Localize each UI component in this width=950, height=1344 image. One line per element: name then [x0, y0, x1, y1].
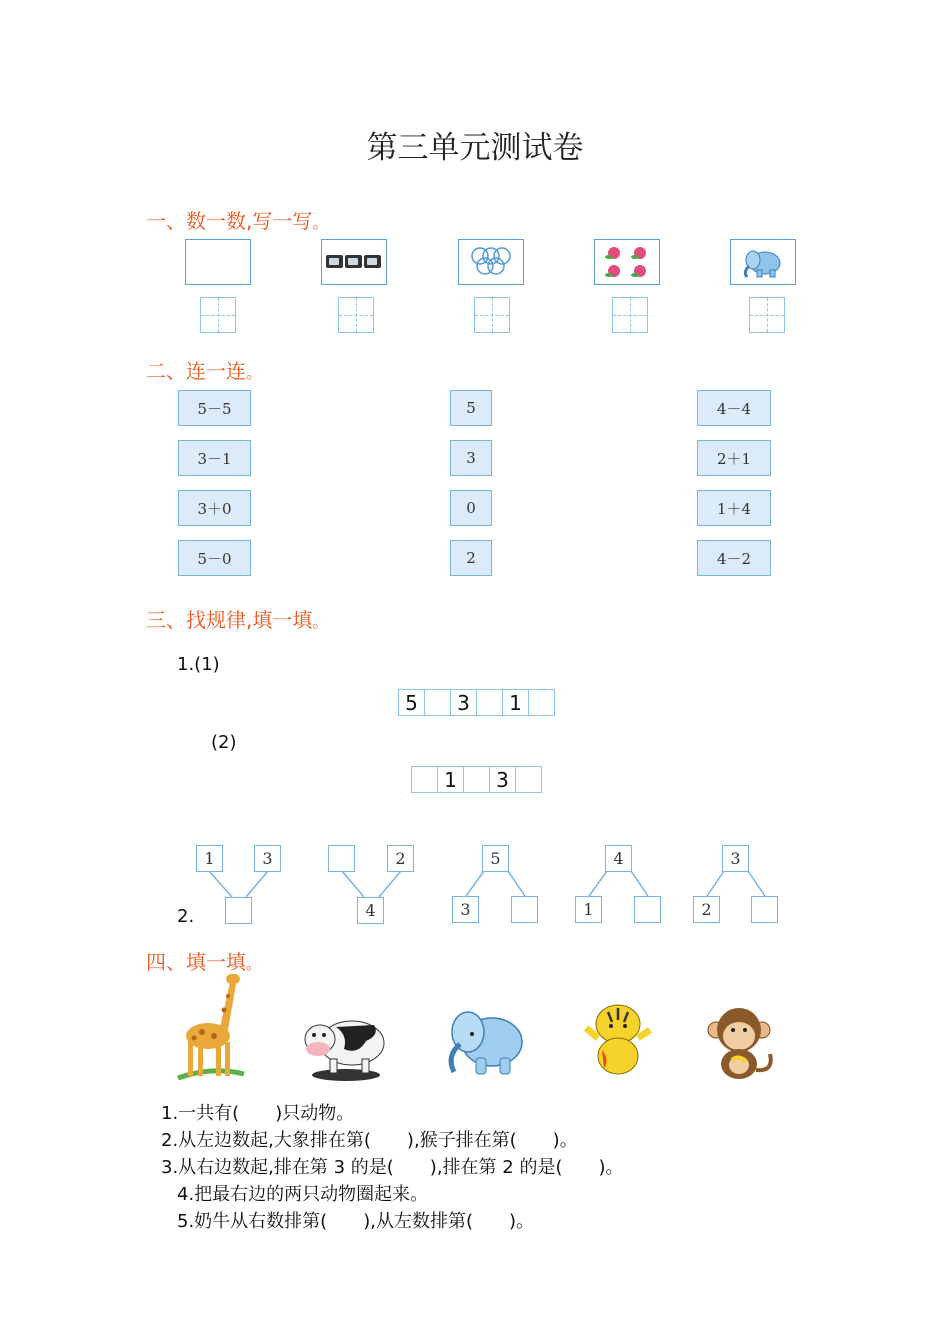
- match-right-1[interactable]: 4－4: [697, 390, 771, 426]
- match-middle-3[interactable]: 0: [450, 490, 492, 526]
- question-4: 4.把最右边的两只动物圈起来。: [177, 1184, 429, 1205]
- match-middle-1[interactable]: 5: [450, 390, 492, 426]
- cow-image: [296, 1005, 396, 1083]
- monkey-image: [704, 1002, 778, 1082]
- bond-3-bottom-left: 3: [452, 896, 479, 923]
- question-2: 2.从左边数起,大象排在第( ),猴子排在第( )。: [161, 1130, 578, 1151]
- pattern-label-2: (2): [211, 732, 237, 753]
- bond-2-bottom: 4: [357, 897, 384, 924]
- bond-2-top-left[interactable]: [328, 845, 355, 872]
- tiger-image: [580, 998, 656, 1082]
- bond-5-top: 3: [722, 845, 749, 872]
- match-left-1[interactable]: 5－5: [178, 390, 251, 426]
- section-2-text: 二、连一连: [146, 359, 246, 383]
- match-middle-2[interactable]: 3: [450, 440, 492, 476]
- match-left-4[interactable]: 5－0: [178, 540, 251, 576]
- elephant-image: [438, 1000, 528, 1082]
- bond-4-bottom-left: 1: [575, 896, 602, 923]
- period: 。: [246, 363, 263, 382]
- match-right-4[interactable]: 4－2: [697, 540, 771, 576]
- match-left-3[interactable]: 3＋0: [178, 490, 251, 526]
- pattern-cell: 1: [438, 767, 464, 792]
- match-middle-4[interactable]: 2: [450, 540, 492, 576]
- bond-3-top: 5: [482, 845, 509, 872]
- pattern-label-3: 2.: [177, 906, 195, 927]
- page-title: 第三单元测试卷: [366, 130, 584, 166]
- question-5: 5.奶牛从右数排第( ),从左数排第( )。: [177, 1211, 534, 1232]
- bond-5-bottom-right[interactable]: [751, 896, 778, 923]
- bond-4-top: 4: [605, 845, 632, 872]
- bond-3-bottom-right[interactable]: [511, 896, 538, 923]
- period: 。: [312, 213, 329, 232]
- giraffe-image: [172, 970, 252, 1085]
- pattern-cell: 5: [399, 690, 425, 715]
- pattern-cell: 1: [503, 690, 529, 715]
- bond-2-top-right: 2: [387, 845, 414, 872]
- match-left-2[interactable]: 3－1: [178, 440, 251, 476]
- bond-1-bottom[interactable]: [225, 897, 252, 924]
- bond-1-top-left: 1: [196, 845, 223, 872]
- section-1-text: 一、数一数,写一写: [146, 209, 313, 233]
- match-right-3[interactable]: 1＋4: [697, 490, 771, 526]
- bond-1-top-right: 3: [254, 845, 281, 872]
- match-right-2[interactable]: 2＋1: [697, 440, 771, 476]
- period: 。: [246, 954, 263, 973]
- pattern-cell: 3: [451, 690, 477, 715]
- pattern-label-1: 1.(1): [177, 654, 220, 675]
- pattern-cell: 3: [490, 767, 516, 792]
- bond-5-bottom-left: 2: [693, 896, 720, 923]
- question-3: 3.从右边数起,排在第 3 的是( ),排在第 2 的是( )。: [161, 1157, 624, 1178]
- bond-4-bottom-right[interactable]: [634, 896, 661, 923]
- question-1: 1.一共有( )只动物。: [161, 1103, 355, 1124]
- section-3-text: 三、找规律,填一填: [146, 608, 313, 632]
- period: 。: [312, 612, 329, 631]
- section-4-text: 四、填一填: [146, 950, 246, 974]
